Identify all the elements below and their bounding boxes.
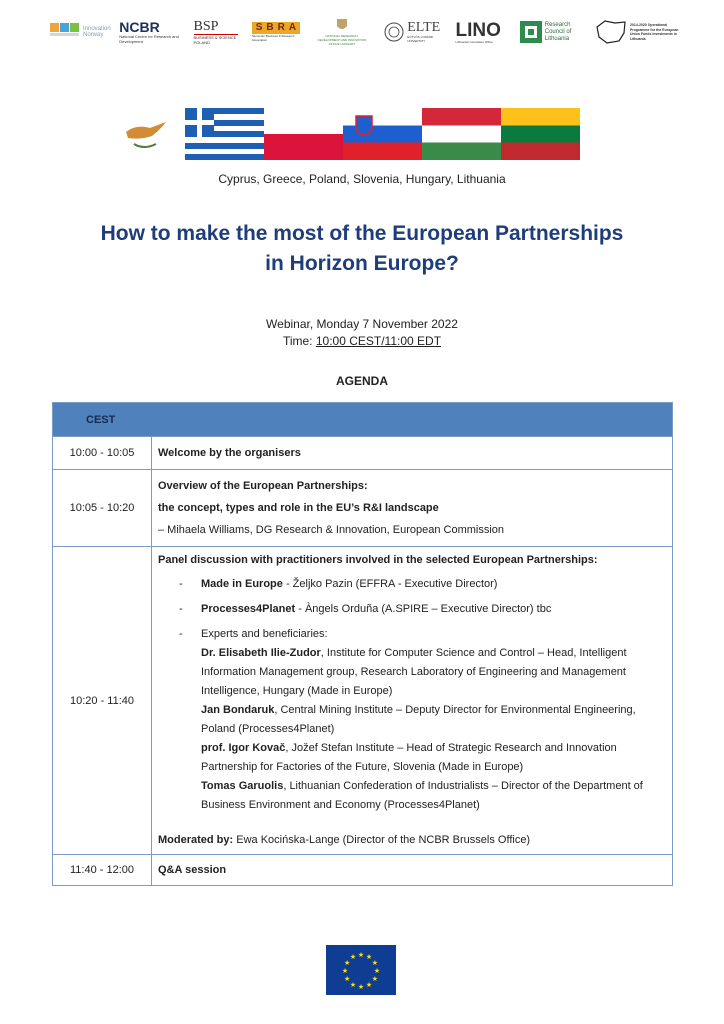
lithuania-flag-icon	[501, 108, 580, 160]
logo-elte	[384, 21, 441, 43]
eu-star-icon: ★	[357, 984, 365, 991]
country-flags	[106, 108, 582, 160]
expert-detail: , Institute for Computer Science and Control – Head, Intelligent Information Management group, Research Laboratory of Engineering and Management Intelligence, Hungary (Made in Europe)	[201, 647, 627, 697]
eu-star-icon: ★	[371, 976, 378, 983]
partner-logos	[50, 10, 680, 54]
cest-header: CEST	[53, 403, 673, 437]
eu-stars	[326, 945, 396, 995]
time-value: 10:00 CEST/11:00 EDT	[315, 334, 442, 348]
expert-entry	[158, 777, 666, 815]
logo-sbra-mark: SBRA	[252, 22, 300, 34]
moderator	[158, 831, 666, 850]
innovation-norway-icon	[50, 21, 80, 43]
expert-entry	[158, 739, 666, 777]
logo-sbra	[252, 22, 300, 42]
hungary-flag-icon	[422, 108, 501, 160]
row-title: Q&A session	[152, 855, 673, 886]
logo-bsp	[194, 20, 238, 45]
greece-flag-icon	[185, 108, 264, 160]
logo-bsp-text: BUSINESS & SCIENCE POLAND	[193, 34, 237, 45]
table-row	[53, 470, 673, 547]
logo-bsp-mark: BSP	[193, 18, 219, 34]
row-title: Panel discussion with practitioners involved in the selected European Partnerships:	[158, 554, 598, 566]
expert-name: Jan Bondaruk	[201, 704, 275, 716]
agenda-table	[52, 402, 673, 886]
logo-eu-funds-lithuania-text: 2014-2020 Operational Programme for the European Union Funds Investments in Lithuania	[630, 23, 679, 41]
list-item: - Experts and beneficiaries:	[179, 628, 328, 640]
slovenia-flag-icon	[343, 108, 422, 160]
expert-name: Dr. Elisabeth Ilie-Zudor	[201, 647, 321, 659]
eu-star-icon: ★	[365, 981, 373, 989]
eu-star-icon: ★	[341, 968, 349, 975]
logo-innovation-norway	[50, 21, 111, 43]
row-time: 10:05 - 10:20	[53, 470, 152, 547]
eu-star-icon: ★	[365, 954, 373, 962]
lithuania-map-icon	[595, 19, 627, 45]
row-title: Overview of the European Partnerships:	[158, 480, 368, 492]
title-line-1: How to make the most of the European Partnerships	[100, 222, 624, 245]
logo-nkfih-text: NATIONAL RESEARCH, DEVELOPMENT AND INNOVATION OFFICE HUNGARY	[317, 34, 367, 46]
cyprus-flag-icon	[106, 108, 185, 160]
time-label: Time:	[282, 334, 316, 348]
eu-star-icon: ★	[357, 952, 365, 959]
expert-name: Tomas Garuolis	[201, 780, 284, 792]
logo-innovation-norway-text: Innovation Norway	[83, 26, 111, 38]
row-content	[152, 547, 673, 855]
logo-lino-text: Lithuanian Innovation Office	[455, 39, 493, 44]
logo-research-council-text: Research Council of Lithuania	[544, 21, 572, 42]
row-subtitle: the concept, types and role in the EU’s R&I landscape	[158, 502, 439, 514]
row-time: 10:20 - 11:40	[53, 547, 152, 855]
expert-name: prof. Igor Kovač	[201, 742, 286, 754]
row-title: Welcome by the organisers	[152, 437, 673, 470]
research-council-icon	[520, 21, 542, 43]
table-row	[53, 855, 673, 886]
webinar-time	[0, 333, 724, 350]
expert-entry	[158, 644, 666, 701]
webinar-date: Webinar, Monday 7 November 2022	[266, 317, 458, 331]
countries-list: Cyprus, Greece, Poland, Slovenia, Hungary, Lithuania	[218, 172, 506, 186]
list-item: - Processes4Planet - Àngels Orduña (A.SPIRE – Executive Director) tbc	[179, 603, 552, 615]
moderator-label: Moderated by:	[158, 834, 234, 846]
logo-nkfih	[314, 18, 370, 46]
eu-star-icon: ★	[371, 960, 378, 967]
agenda-heading: AGENDA	[335, 374, 388, 388]
logo-ncbr-mark: NCBR	[119, 19, 160, 35]
eu-flag-icon	[326, 945, 396, 995]
eu-star-icon: ★	[349, 954, 357, 962]
eu-star-icon: ★	[344, 960, 351, 967]
row-speaker: – Mihaela Williams, DG Research & Innovation, European Commission	[158, 524, 505, 536]
partnership-name: Made in Europe	[201, 578, 283, 590]
table-row	[53, 547, 673, 855]
hungary-crest-icon	[336, 18, 348, 32]
row-time: 11:40 - 12:00	[53, 855, 152, 886]
eu-star-icon: ★	[344, 976, 351, 983]
event-info	[0, 316, 724, 350]
row-content	[152, 470, 673, 547]
row-time: 10:00 - 10:05	[53, 437, 152, 470]
logo-eu-funds-lithuania	[595, 19, 680, 45]
moderator-detail: Ewa Kocińska-Lange (Director of the NCBR Brussels Office)	[233, 834, 531, 846]
logo-lino	[456, 21, 506, 44]
partnership-detail: - Željko Pazin (EFFRA - Executive Director)	[282, 578, 498, 590]
logo-lino-mark: LINO	[455, 19, 501, 41]
logo-elte-text: EÖTVÖS LORÁND UNIVERSITY	[407, 35, 434, 43]
poland-flag-icon	[264, 108, 343, 160]
table-row	[53, 437, 673, 470]
experts-label: Experts and beneficiaries:	[201, 628, 328, 640]
eu-star-icon: ★	[349, 981, 357, 989]
logo-elte-mark: ELTE	[407, 20, 441, 35]
title-line-2: in Horizon Europe?	[265, 252, 459, 275]
partnership-detail: - Àngels Orduña (A.SPIRE – Executive Director) tbc	[295, 603, 552, 615]
eu-star-icon: ★	[373, 968, 381, 975]
expert-detail: , Lithuanian Confederation of Industrialists – Director of the Department of Business Environment and Economy (Processes4Planet)	[201, 780, 643, 811]
expert-detail: , Central Mining Institute – Deputy Director for Environmental Engineering, Poland (Processes4Planet)	[201, 704, 636, 735]
expert-entry	[158, 701, 666, 739]
logo-sbra-text: Slovenian Business & Research Association	[251, 34, 295, 42]
list-item: - Made in Europe - Željko Pazin (EFFRA - Executive Director)	[179, 578, 498, 590]
logo-research-council	[520, 21, 581, 43]
logo-ncbr-text: National Centre for Research and Development	[119, 34, 179, 44]
page-title	[40, 219, 684, 279]
table-header-row	[53, 403, 673, 437]
logo-ncbr	[119, 20, 179, 44]
expert-detail: , Jožef Stefan Institute – Head of Strategic Research and Innovation Partnership for Factories of the Future, Slovenia (Made in Europe)	[201, 742, 617, 773]
partnership-name: Processes4Planet	[201, 603, 296, 615]
elte-seal-icon	[384, 22, 404, 42]
